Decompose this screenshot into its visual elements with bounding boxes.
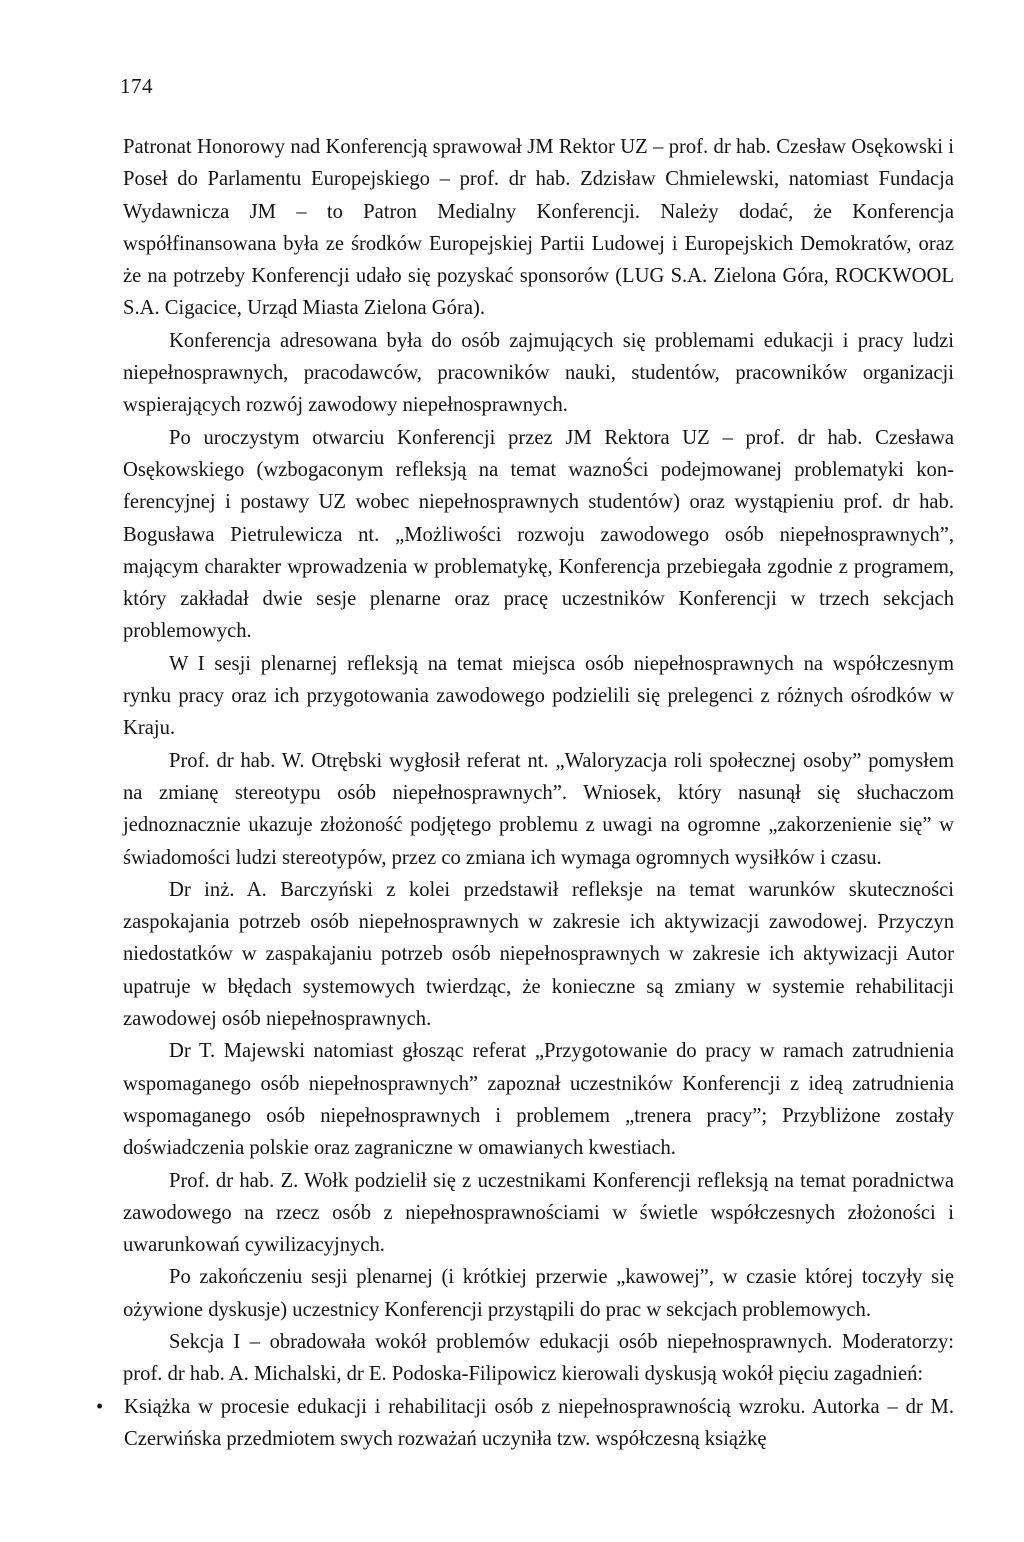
list-item [96, 1391, 954, 1456]
bullet-icon: • [96, 1395, 104, 1418]
paragraph-break: Po zakończeniu sesji plenarnej (i krótkiej przerwie „kawowej”, w czasie której toczyły się ożywione dyskusje) uczestnicy Konferencji przystąpili do prac w sekcjach problemowych. [123, 1266, 954, 1321]
list-item-text: Książka w procesie edukacji i rehabilitacji osób z niepełnosprawnością wzroku. Autorka – dr M. Czerwińska przedmiotem swych rozważań uczyniła tzw. współczesną książkę [124, 1395, 954, 1450]
paragraph-patronage: Patronat Honorowy nad Konferencją sprawował JM Rektor UZ – prof. dr hab. Czesław Osękowski i Poseł do Parlamentu Europejskiego – prof. dr hab. Zdzisław Chmielewski, natomiast Fundacja Wydawnicza JM – to Patron Medialny Konferencji. Należy dodać, że Konferencja współfinansowana była ze środków Europejskiej Partii Ludowej i Europejskich Demokratów, oraz że na potrzeby Konferencji udało się pozyskać sponsorów (LUG S.A. Zielona Góra, ROCKWOOL S.A. Cigacice, Urząd Miasta Zielona Góra). [123, 136, 954, 320]
body-text [96, 131, 954, 1455]
page-number: 174 [120, 74, 153, 98]
topic-list [96, 1391, 954, 1456]
paragraph-barczynski: Dr inż. A. Barczyński z kolei przedstawił refleksje na temat warunków skuteczności zaspokajania potrzeb osób niepełnosprawnych w zakresie ich aktywizacji zawodowej. Przyczyn niedostatków w zaspakajaniu potrzeb osób niepełnosprawnych w zakresie ich aktywizacji Autor upatruje w błędach systemowych twierdząc, że konieczne są zmiany w systemie rehabilitacji zawodowej osób niepełnosprawnych. [123, 878, 954, 1031]
paragraph-session-one: W I sesji plenarnej refleksją na temat miejsca osób niepełnosprawnych na współczesnym rynku pracy oraz ich przygotowania zawodowego podzielili się prelegenci z różnych ośrodków w Kraju. [123, 652, 954, 740]
paragraph-section-one: Sekcja I – obradowała wokół problemów edukacji osób niepełnosprawnych. Moderatorzy: prof. dr hab. A. Michalski, dr E. Podoska-Filipowicz kierowali dyskusją wokół pięciu zagadnień: [123, 1330, 954, 1386]
paragraph-opening: Po uroczystym otwarciu Konferencji przez JM Rektora UZ – prof. dr hab. Czesława Osękowskiego (wzbogaconym refleksją na temat waznoŚci podejmowanej problematyki konferencyjnej i postawy UZ wobec niepełnosprawnych studentów) oraz wystąpieniu prof. dr hab. Bogusława Pietrulewicza nt. „Możliwości rozwoju zawodowego osób niepełnosprawnych”, mającym charakter wprowadzenia w problematykę, Konferencja przebiegała zgodnie z programem, który zakładał dwie sesje plenarne oraz pracę uczestników Konferencji w trzech sekcjach problemowych. [123, 426, 954, 643]
paragraph-majewski: Dr T. Majewski natomiast głosząc referat „Przygotowanie do pracy w ramach zatrudnienia wspomaganego osób niepełnosprawnych” zapoznał uczestników Konferencji z ideą zatrudnienia wspomaganego osób niepełnosprawnych i problemem „trenera pracy”; Przybliżone zostały doświadczenia polskie oraz zagraniczne w omawianych kwestiach. [123, 1040, 954, 1160]
paragraph-otrebski: Prof. dr hab. W. Otrębski wygłosił referat nt. „Waloryzacja roli społecznej osoby” pomysłem na zmianę stereotypu osób niepełnosprawnych”. Wniosek, który nasunął się słuchaczom jednoznacznie ukazuje złożoność podjętego problemu z uwagi na ogromne „zakorzenienie się” w świadomości ludzi stereotypów, przez co zmiana ich wymaga ogromnych wysiłków i czasu. [123, 749, 954, 869]
paragraph-wolk: Prof. dr hab. Z. Wołk podzielił się z uczestnikami Konferencji refleksją na temat poradnictwa zawodowego na rzecz osób z niepełnosprawnościami w świetle współczesnych złożoności i uwarunkowań cywilizacyjnych. [123, 1169, 954, 1257]
paragraph-audience: Konferencja adresowana była do osób zajmujących się problemami edukacji i pracy ludzi niepełnosprawnych, pracodawców, pracowników nauki, studentów, pracowników organizacji wspierających rozwój zawodowy niepełnosprawnych. [123, 329, 954, 417]
